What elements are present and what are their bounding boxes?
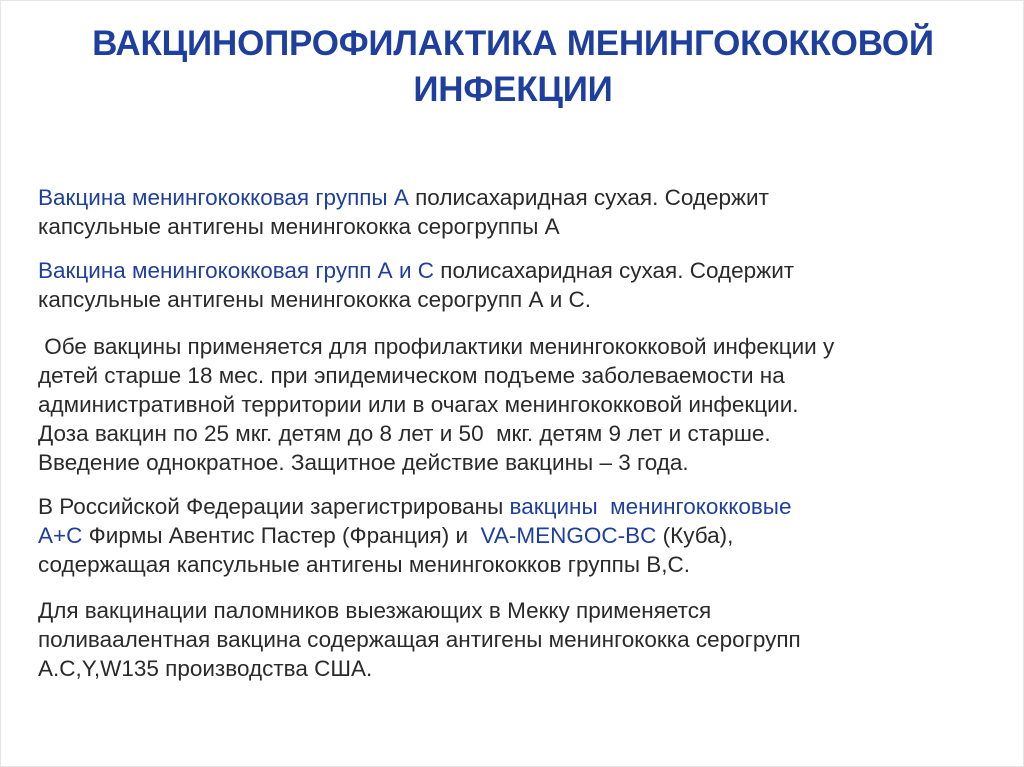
slide-title-line-1: ВАКЦИНОПРОФИЛАКТИКА МЕНИНГОКОККОВОЙ xyxy=(92,24,934,63)
paragraph-line: Доза вакцин по 25 мкг. детям до 8 лет и 50 мкг. детям 9 лет и старше. xyxy=(38,421,771,446)
slide-title-line-2: ИНФЕКЦИИ xyxy=(413,70,613,109)
paragraph-line: детей старше 18 мес. при эпидемическом подъеме заболеваемости на xyxy=(38,363,785,388)
paragraph-mecca-pilgrims xyxy=(38,596,998,683)
paragraph-text: полисахаридная сухая. Содержит xyxy=(434,258,795,283)
paragraph-line: содержащая капсульные антигены менингококков группы В,С. xyxy=(38,552,691,577)
paragraph-line: капсульные антигены менингококка серогруппы А xyxy=(38,214,560,239)
slide-title xyxy=(61,21,965,113)
paragraph-line xyxy=(38,492,998,521)
paragraph-usage xyxy=(38,332,998,477)
paragraph-line: Для вакцинации паломников выезжающих в Мекку применяется xyxy=(38,598,712,623)
paragraph-line: А.С,Y,W135 производства США. xyxy=(38,656,373,681)
paragraph-line xyxy=(38,521,998,550)
paragraph-line: административной территории или в очагах менингококковой инфекции. xyxy=(38,392,799,417)
slide-body xyxy=(38,183,998,683)
paragraph-line: Введение однократное. Защитное действие вакцины – 3 года. xyxy=(38,450,689,475)
paragraph-line: поливаалентная вакцина содержащая антигены менингококка серогрупп xyxy=(38,627,801,652)
paragraph-registered-vaccines xyxy=(38,492,998,579)
paragraph-line xyxy=(38,183,998,212)
paragraph-vaccine-group-a-c xyxy=(38,256,998,314)
paragraph-text: полисахаридная сухая. Содержит xyxy=(408,185,769,210)
paragraph-line: капсульные антигены менингококка серогрупп А и С. xyxy=(38,287,592,312)
paragraph-line: Обе вакцины применяется для профилактики менингококковой инфекции у xyxy=(38,334,835,359)
vaccine-name-highlight: VA-MENGOC-BC xyxy=(480,523,657,548)
paragraph-line xyxy=(38,256,998,285)
paragraph-text: Фирмы Авентис Пастер (Франция) и xyxy=(82,523,481,548)
paragraph-text: (Куба), xyxy=(656,523,734,548)
vaccine-name-highlight: Вакцина менингококковая групп А и С xyxy=(38,258,435,283)
vaccine-name-highlight: А+С xyxy=(38,523,83,548)
vaccine-name-highlight: Вакцина менингококковая группы А xyxy=(38,185,409,210)
paragraph-text: В Российской Федерации зарегистрированы xyxy=(38,494,510,519)
paragraph-vaccine-group-a xyxy=(38,183,998,241)
vaccine-name-highlight: вакцины менингококковые xyxy=(509,494,792,519)
